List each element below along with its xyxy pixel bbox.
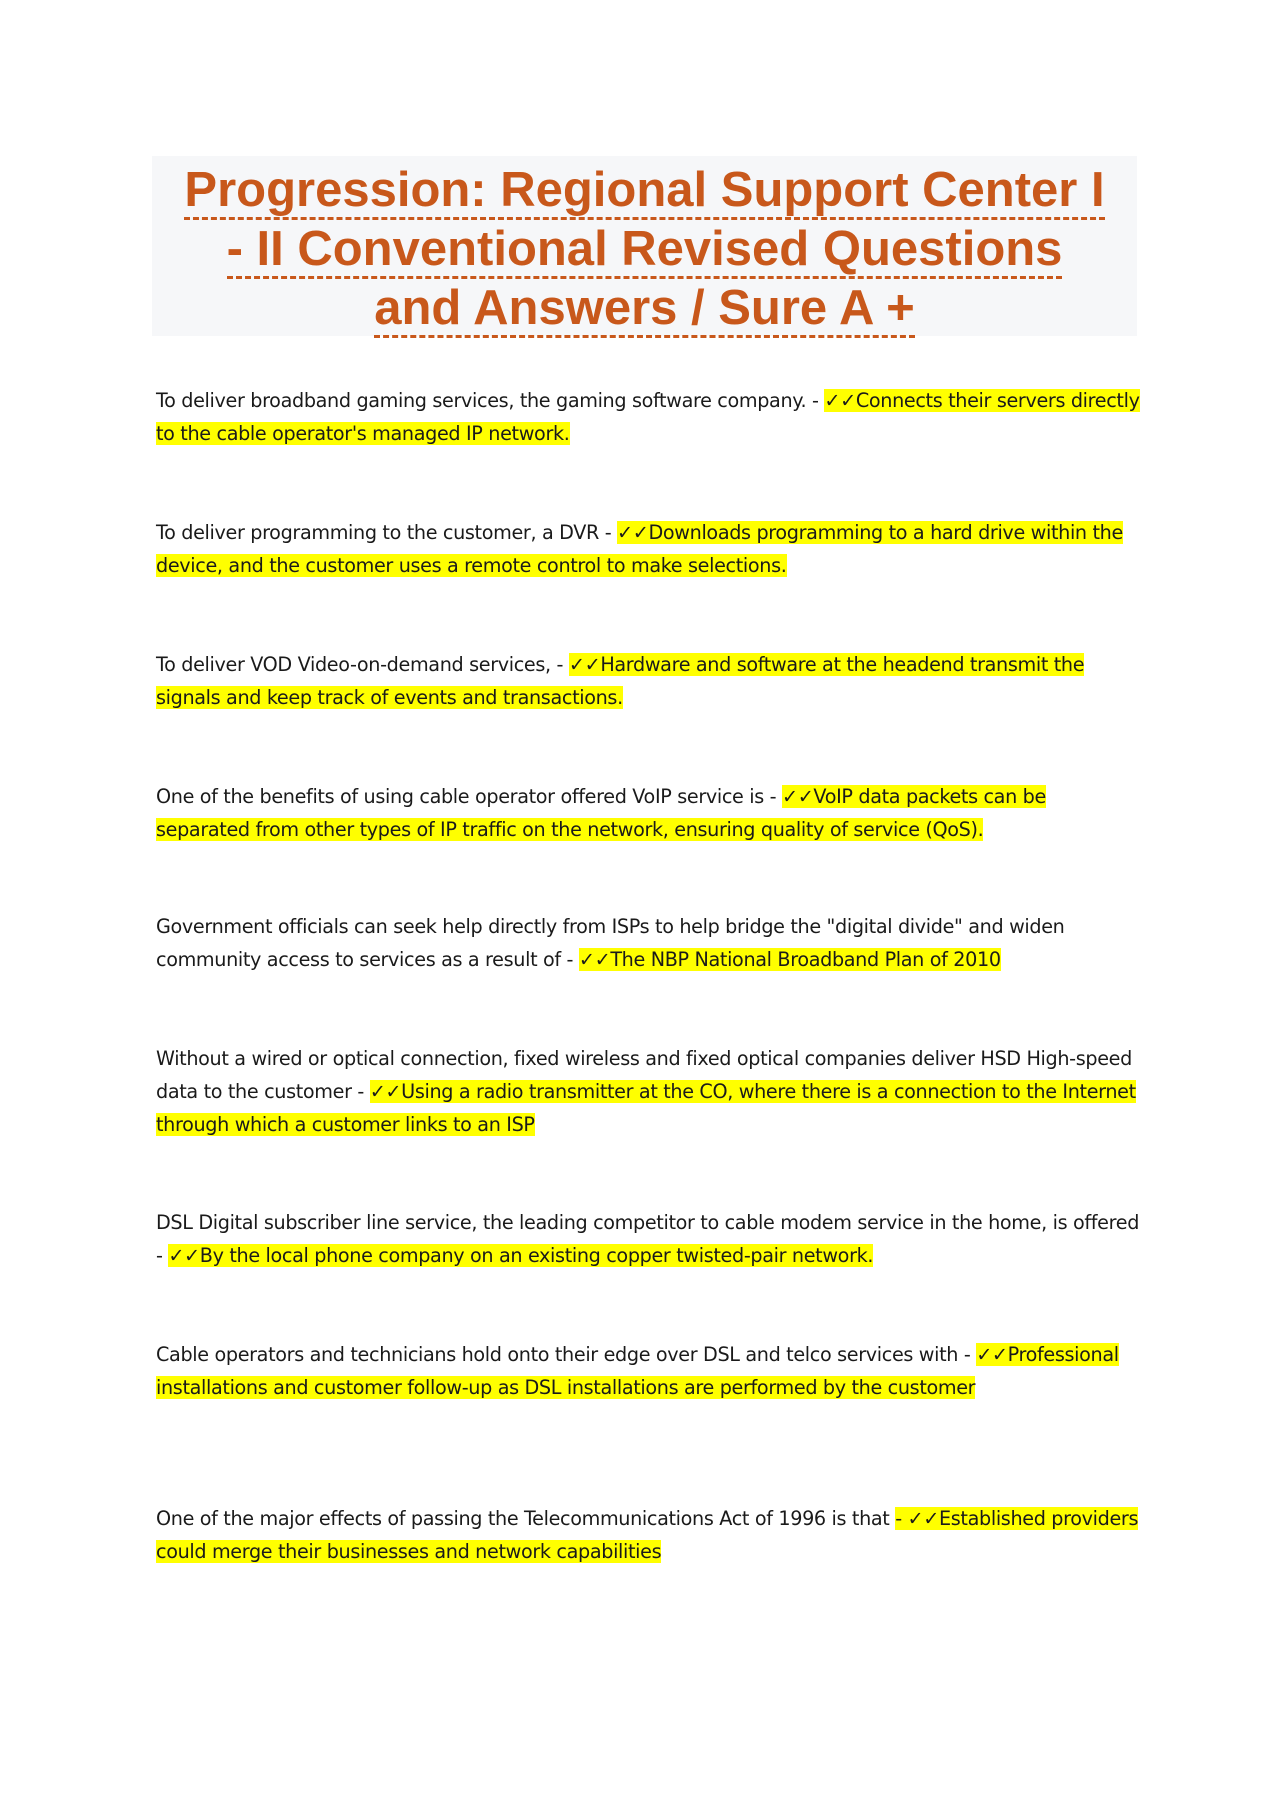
question-text: DSL Digital subscriber line service, the leading competitor to cable modem service in the home, is offered - (156, 1211, 1140, 1267)
answer-text: ✓✓By the local phone company on an existing copper twisted-pair network. (168, 1244, 874, 1267)
question-text: One of the major effects of passing the Telecommunications Act of 1996 is that (156, 1507, 896, 1530)
qa-item-6 (156, 1042, 1140, 1141)
answer-text: ✓✓Using a radio transmitter at the CO, where there is a connection to the Internet through which a customer links to an ISP (156, 1080, 1136, 1136)
title-line-3: and Answers / Sure A + (374, 281, 915, 338)
answer-text: - ✓✓Established providers could merge their businesses and network capabilities (156, 1507, 1139, 1563)
qa-item-2 (156, 516, 1140, 582)
qa-item-7 (156, 1206, 1140, 1272)
question-text: To deliver programming to the customer, a DVR - (156, 521, 618, 544)
title-line-1: Progression: Regional Support Center I (184, 163, 1104, 220)
question-text: To deliver broadband gaming services, the gaming software company. - (156, 389, 825, 412)
title-line-2: - II Conventional Revised Questions (227, 222, 1063, 279)
answer-text: ✓✓VoIP data packets can be separated from other types of IP traffic on the network, ensuring quality of service (QoS). (156, 785, 1046, 841)
qa-item-8 (156, 1338, 1140, 1404)
qa-item-3 (156, 648, 1140, 714)
question-text: To deliver VOD Video-on-demand services, - (156, 653, 569, 676)
question-text: Without a wired or optical connection, fixed wireless and fixed optical companies deliver HSD High-speed data to the customer - (156, 1047, 1132, 1103)
qa-item-5 (156, 910, 1140, 976)
answer-text: ✓✓Hardware and software at the headend transmit the signals and keep track of events and transactions. (156, 653, 1085, 709)
answer-text: ✓✓Connects their servers directly to the cable operator's managed IP network. (156, 389, 1140, 445)
answer-text: ✓✓The NBP National Broadband Plan of 2010 (578, 948, 1001, 971)
answer-text: ✓✓Downloads programming to a hard drive within the device, and the customer uses a remote control to make selections. (156, 521, 1123, 577)
question-text: One of the benefits of using cable operator offered VoIP service is - (156, 785, 782, 808)
qa-item-4 (156, 780, 1140, 846)
question-text: Government officials can seek help directly from ISPs to help bridge the "digital divide" and widen community access to services as a result of - (156, 915, 1065, 971)
qa-item-9 (156, 1502, 1140, 1568)
question-text: Cable operators and technicians hold onto their edge over DSL and telco services with - (156, 1343, 977, 1366)
answer-text: ✓✓Professional installations and customer follow-up as DSL installations are performed by the customer (156, 1343, 1119, 1399)
title-block (152, 156, 1137, 336)
qa-item-1 (156, 384, 1140, 450)
document-title (152, 156, 1137, 338)
